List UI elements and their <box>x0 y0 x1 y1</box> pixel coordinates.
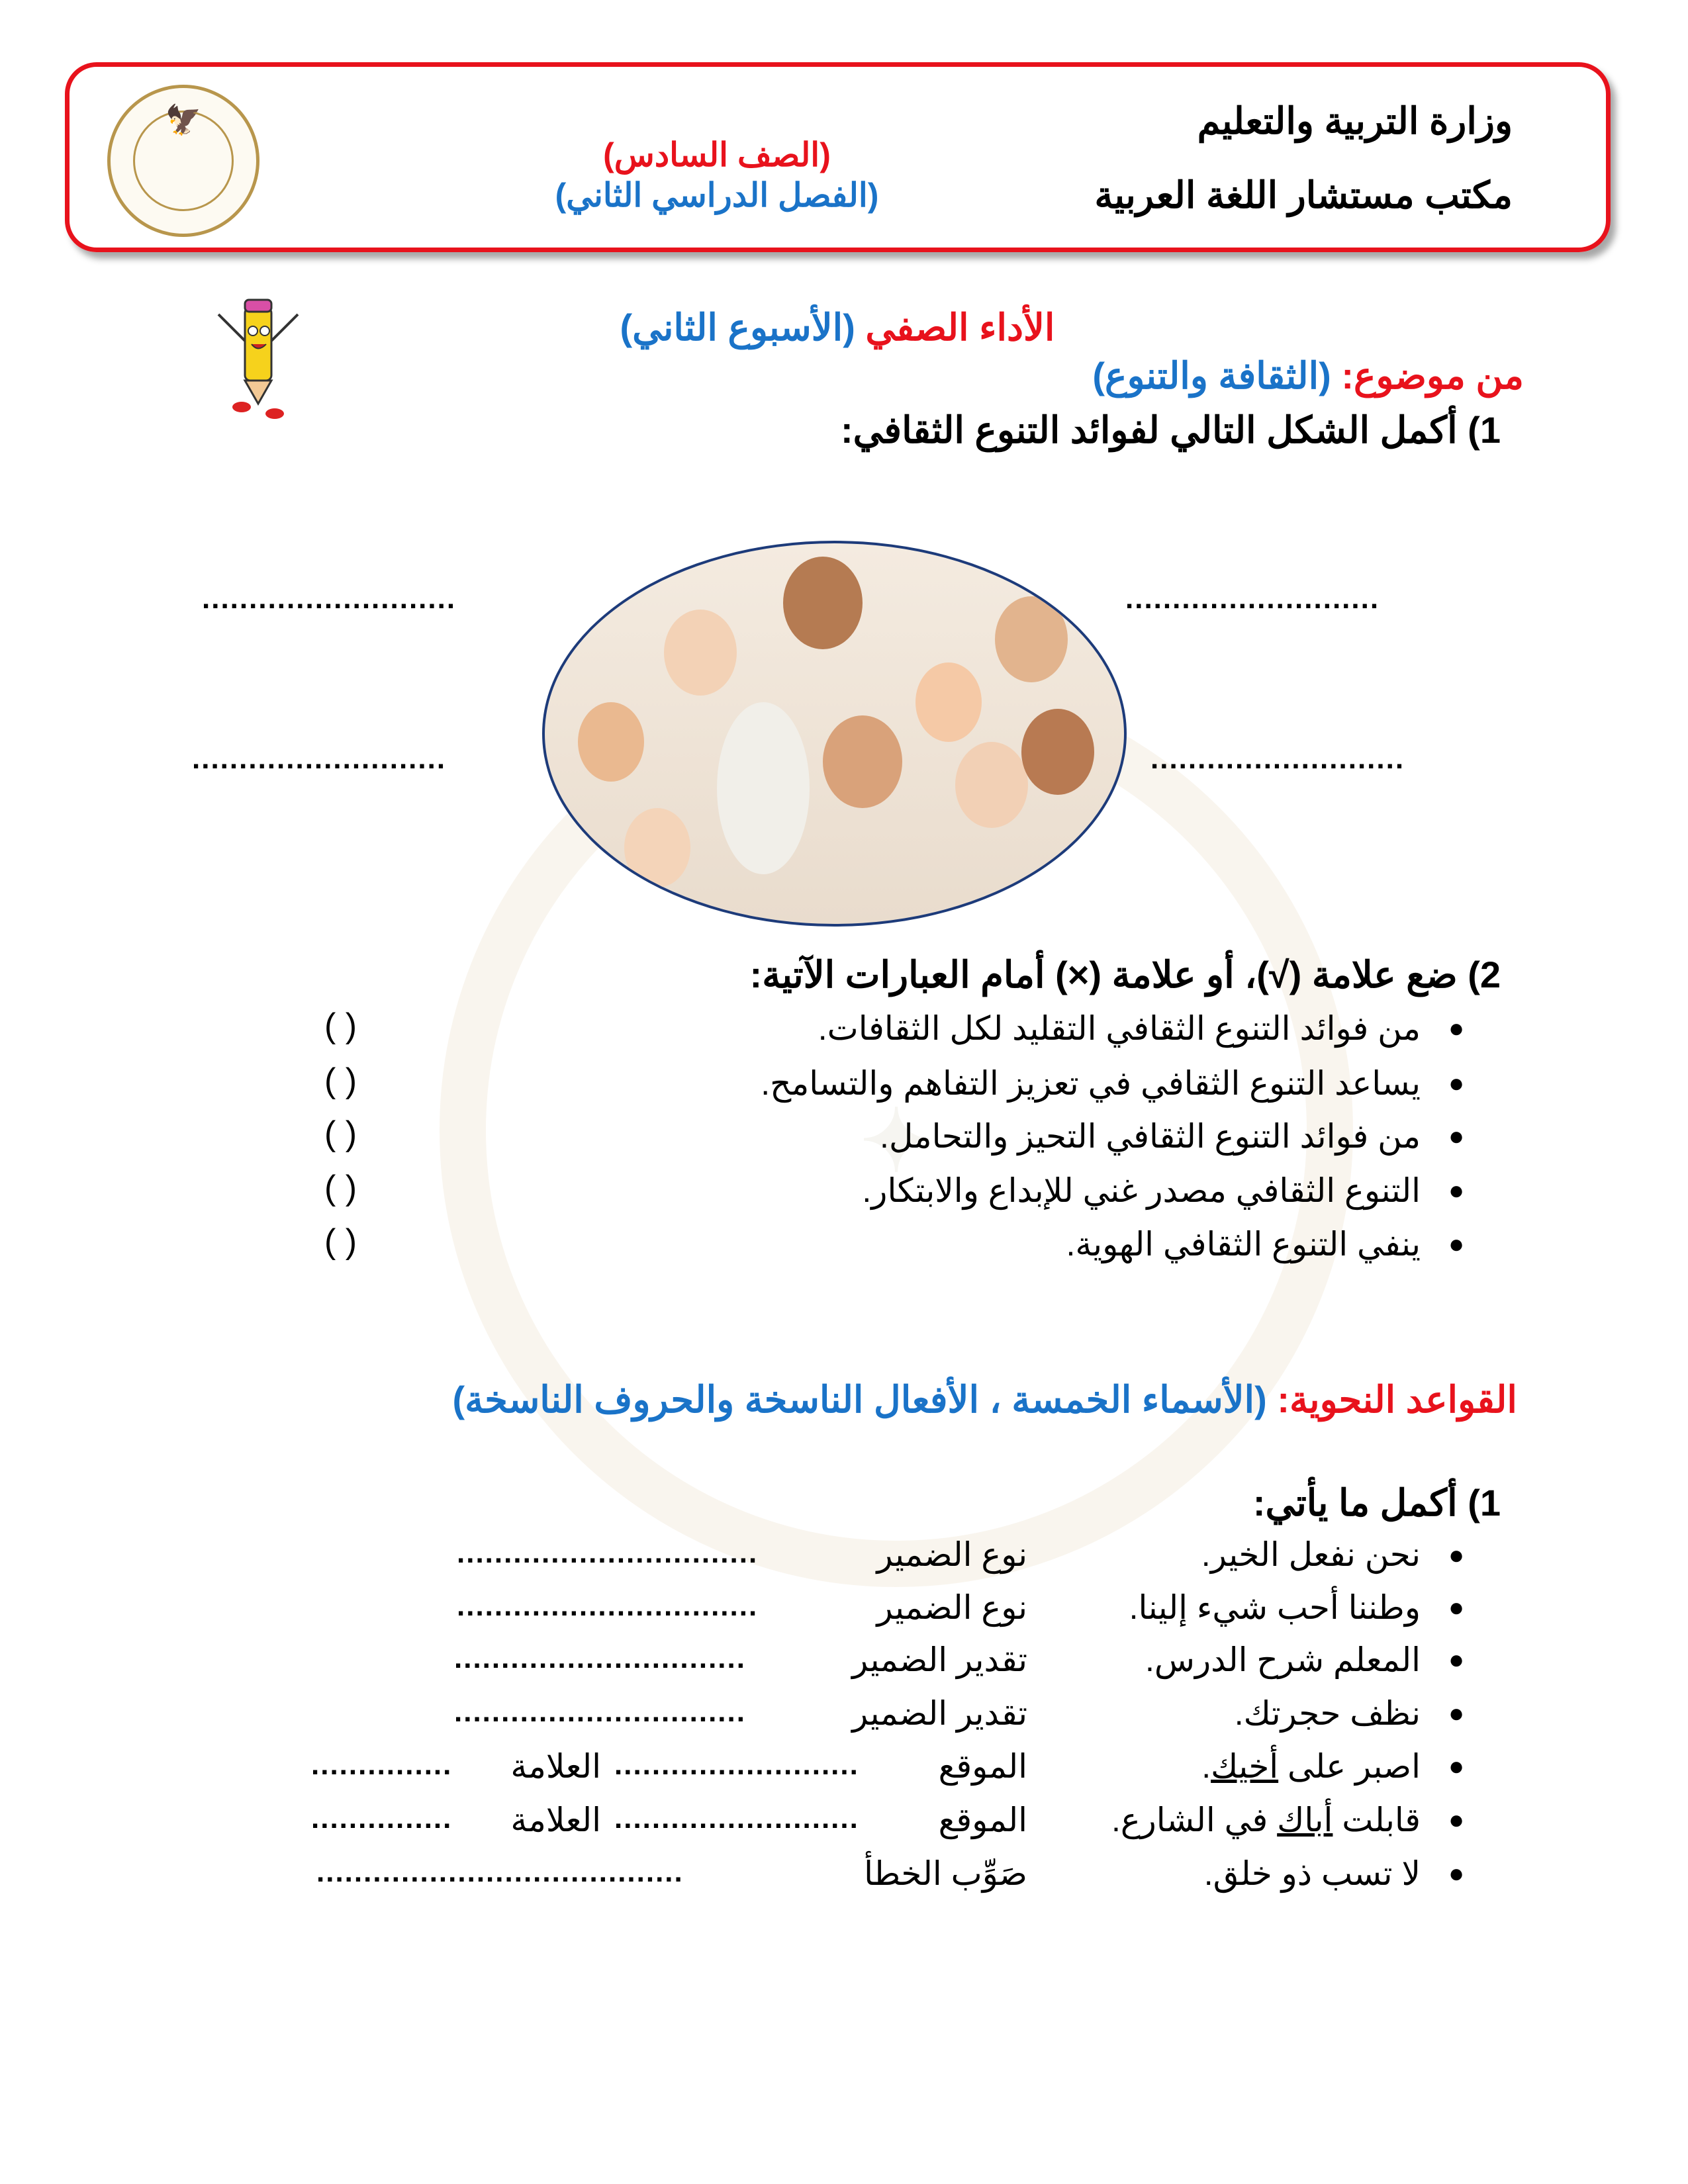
blank-line[interactable]: ................................ <box>457 1590 759 1622</box>
blank-line[interactable]: ................................ <box>457 1537 759 1569</box>
bullet-icon: ● <box>1448 1069 1465 1098</box>
sentence: وطننا أحب شيء إلينا. <box>1129 1589 1421 1626</box>
sentence-part: قابلت <box>1333 1801 1421 1839</box>
q2-heading: 2) ضع علامة (√)، أو علامة (×) أمام العبارات الآتية: <box>749 954 1501 995</box>
underlined-word: أباك <box>1277 1801 1333 1839</box>
underlined-word: أخيك <box>1211 1748 1279 1785</box>
blank-line[interactable]: ............................... <box>454 1642 746 1674</box>
bullet-icon: ● <box>1448 1859 1465 1888</box>
page-title <box>0 306 1675 349</box>
bullet-icon: ● <box>1448 1645 1465 1674</box>
answer-box[interactable]: ( ) <box>324 1169 357 1207</box>
statement: من فوائد التنوع الثقافي التحيز والتحامل. <box>880 1118 1421 1155</box>
prompt: الموقع <box>938 1748 1027 1785</box>
sentence-part: اصبر على <box>1278 1748 1421 1785</box>
prompt: نوع الضمير <box>876 1536 1027 1573</box>
bullet-icon: ● <box>1448 1176 1465 1205</box>
prompt: صَوِّب الخطأ <box>864 1855 1027 1892</box>
eagle-icon: 🦅 <box>165 104 202 136</box>
topic-label: من موضوع: <box>1341 355 1524 396</box>
answer-box[interactable]: ( ) <box>324 1115 357 1153</box>
prompt: العلامة <box>510 1748 601 1785</box>
sentence: لا تسب ذو خلق. <box>1203 1855 1421 1892</box>
statement: التنوع الثقافي مصدر غني للإبداع والابتكار. <box>862 1172 1421 1209</box>
grammar-value: (الأسماء الخمسة ، الأفعال الناسخة والحروف الناسخة) <box>452 1379 1267 1420</box>
face-icon <box>664 610 737 696</box>
face-icon <box>823 715 902 808</box>
bullet-icon: ● <box>1448 1122 1465 1151</box>
sentence <box>1111 1801 1421 1839</box>
blank-line[interactable]: ........................... <box>202 582 457 615</box>
blank-line[interactable]: ........................... <box>192 743 447 775</box>
term-label: (الفصل الدراسي الثاني) <box>555 177 879 214</box>
face-icon <box>624 808 690 887</box>
grade-label: (الصف السادس) <box>603 136 831 173</box>
blank-line[interactable]: ........................... <box>1150 743 1405 775</box>
bullet-icon: ● <box>1448 1805 1465 1835</box>
person-icon <box>717 702 810 874</box>
blank-line[interactable]: ............................... <box>454 1696 746 1728</box>
blank-line[interactable]: .......................... <box>614 1802 859 1835</box>
face-icon <box>955 742 1028 828</box>
answer-box[interactable]: ( ) <box>324 1222 357 1261</box>
grammar-title <box>453 1378 1517 1422</box>
bullet-icon: ● <box>1448 1014 1465 1043</box>
answer-box[interactable]: ( ) <box>324 1007 357 1045</box>
ministry-name: وزارة التربية والتعليم <box>1197 100 1513 142</box>
bullet-icon: ● <box>1448 1541 1465 1570</box>
grammar-label: القواعد النحوية: <box>1277 1379 1517 1420</box>
face-icon <box>1021 709 1094 795</box>
prompt: نوع الضمير <box>876 1589 1027 1626</box>
cultural-diversity-illustration <box>542 541 1127 927</box>
prompt: تقدير الضمير <box>852 1641 1027 1678</box>
bullet-icon: ● <box>1448 1752 1465 1781</box>
topic-value: (الثقافة والتنوع) <box>1092 355 1331 396</box>
bullet-icon: ● <box>1448 1593 1465 1622</box>
title-main: الأداء الصفي <box>865 306 1055 348</box>
sentence-part: . <box>1201 1748 1211 1785</box>
answer-box[interactable]: ( ) <box>324 1062 357 1100</box>
face-icon <box>783 557 863 649</box>
statement: ينفي التنوع الثقافي الهوية. <box>1066 1226 1421 1263</box>
statement: من فوائد التنوع الثقافي التقليد لكل الثقافات. <box>818 1010 1421 1047</box>
office-name: مكتب مستشار اللغة العربية <box>1094 174 1513 216</box>
topic-line <box>1092 354 1524 398</box>
sentence: المعلم شرح الدرس. <box>1145 1641 1421 1678</box>
face-icon <box>995 596 1068 682</box>
face-icon <box>578 702 644 782</box>
ministry-logo <box>107 85 259 237</box>
prompt: تقدير الضمير <box>852 1695 1027 1732</box>
bullet-icon: ● <box>1448 1699 1465 1728</box>
sentence: نحن نفعل الخير. <box>1201 1536 1421 1573</box>
watermark-seal-icon: ✦ <box>860 1093 933 1189</box>
blank-line[interactable]: ............... <box>311 1802 453 1835</box>
prompt: العلامة <box>510 1801 601 1839</box>
blank-line[interactable]: ....................................... <box>316 1856 684 1888</box>
bullet-icon: ● <box>1448 1230 1465 1259</box>
blank-line[interactable]: ............... <box>311 1749 453 1781</box>
statement: يساعد التنوع الثقافي في تعزيز التفاهم والتسامح. <box>761 1065 1421 1102</box>
sentence <box>1201 1747 1421 1786</box>
prompt: الموقع <box>938 1801 1027 1839</box>
grammar-heading: 1) أكمل ما يأتي: <box>1252 1482 1501 1524</box>
sentence: نظف حجرتك. <box>1234 1695 1421 1732</box>
face-icon <box>915 662 982 742</box>
blank-line[interactable]: ........................... <box>1125 582 1380 615</box>
sentence-part: في الشارع. <box>1111 1801 1278 1839</box>
q1-heading: 1) أكمل الشكل التالي لفوائد التنوع الثقافي: <box>840 409 1501 451</box>
title-week: (الأسبوع الثاني) <box>620 306 855 348</box>
blank-line[interactable]: .......................... <box>614 1749 859 1781</box>
